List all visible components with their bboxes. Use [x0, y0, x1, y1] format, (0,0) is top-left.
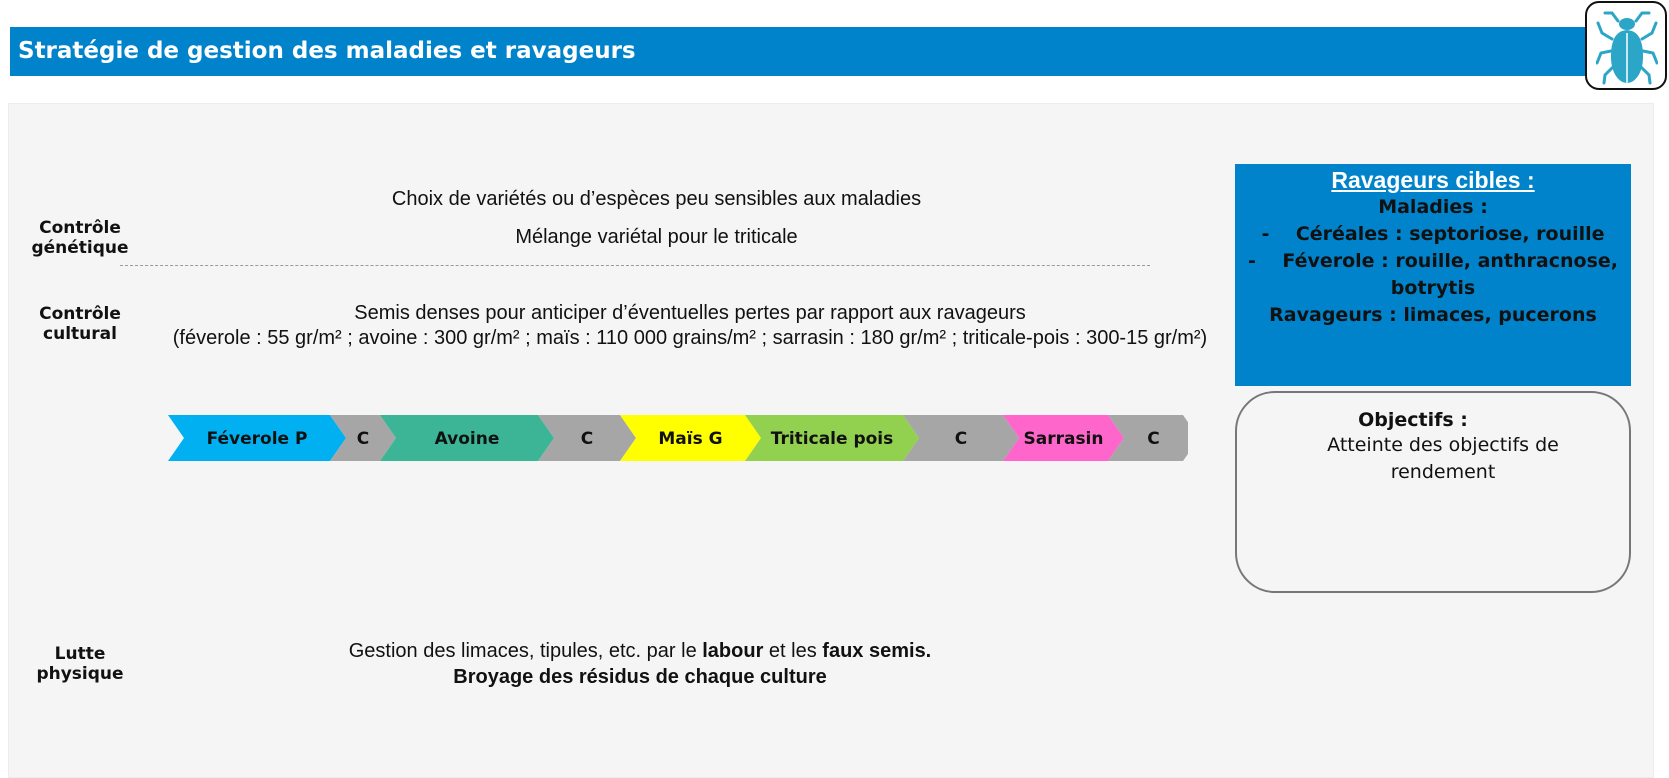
cereals-text: Céréales : septoriose, rouille [1295, 223, 1605, 245]
label-genetic-line1: Contrôle [39, 218, 121, 238]
objectives-title: Objectifs : [1358, 409, 1468, 431]
target-pests-box [1235, 164, 1631, 386]
diseases-label: Maladies : [1378, 196, 1488, 218]
section-divider [120, 265, 1150, 266]
targets-title: Ravageurs cibles : [1331, 167, 1535, 193]
physical-line-2: Broyage des résidus de chaque culture [453, 666, 827, 688]
physical-bold-labour: labour [702, 640, 764, 662]
physical-text-a: Gestion des limaces, tipules, etc. par le [348, 640, 703, 662]
diseases-feverole [1235, 248, 1631, 275]
rotation-label: C [580, 429, 594, 449]
label-physical-control [20, 644, 140, 684]
genetic-line-2: Mélange variétal pour le triticale [515, 226, 798, 248]
label-physical-line1: Lutte [54, 644, 106, 664]
physical-line-1 [140, 640, 1140, 663]
label-genetic-control [20, 218, 140, 258]
beetle-icon [1596, 9, 1658, 85]
header-bar [10, 27, 1590, 76]
objectives-box [1235, 391, 1631, 593]
rotation-label: Féverole P [206, 429, 308, 449]
crop-rotation [168, 415, 1188, 463]
rotation-label: Sarrasin [1023, 429, 1104, 449]
label-cultural-line2: cultural [43, 324, 117, 344]
rotation-segment [745, 415, 919, 461]
objectives-line-1: Atteinte des objectifs de [1327, 434, 1559, 456]
rotation-label: Triticale pois [770, 429, 894, 449]
rotation-label: C [356, 429, 370, 449]
genetic-line-1: Choix de variétés ou d’espèces peu sensibles aux maladies [391, 188, 922, 210]
rotation-segment [620, 415, 761, 461]
logo [1585, 1, 1667, 90]
rotation-segment [903, 415, 1019, 461]
objectives-line-2: rendement [1390, 461, 1496, 483]
cultural-line-1: Semis denses pour anticiper d’éventuelles pertes par rapport aux ravageurs [354, 302, 1026, 324]
label-physical-line2: physique [36, 664, 124, 684]
physical-text-b: et les [763, 640, 823, 662]
bullet: - [1261, 223, 1270, 245]
feverole-text: Féverole : rouille, anthracnose, [1282, 250, 1618, 272]
rotation-label: Maïs G [658, 429, 723, 449]
rotation-segment [380, 415, 554, 461]
bullet: - [1248, 250, 1256, 272]
diseases-feverole-cont: botrytis [1390, 277, 1476, 299]
label-cultural-control [20, 304, 140, 344]
rotation-segment [1003, 415, 1124, 461]
physical-bold-faux-semis: faux semis. [822, 640, 932, 662]
label-cultural-line1: Contrôle [39, 304, 121, 324]
rotation-label: C [1147, 429, 1160, 449]
pests-list: Ravageurs : limaces, pucerons [1269, 304, 1597, 326]
rotation-label: Avoine [434, 429, 500, 449]
rotation-label: C [954, 429, 968, 449]
cultural-line-2: (féverole : 55 gr/m² ; avoine : 300 gr/m² ; maïs : 110 000 grains/m² ; sarrasin : 180 gr/m² ; triticale-pois : 300-15 gr/m²) [172, 327, 1208, 349]
label-genetic-line2: génétique [31, 238, 129, 258]
rotation-segment [168, 415, 346, 461]
diseases-cereals [1235, 221, 1631, 248]
page-title: Stratégie de gestion des maladies et ravageurs [18, 38, 636, 64]
